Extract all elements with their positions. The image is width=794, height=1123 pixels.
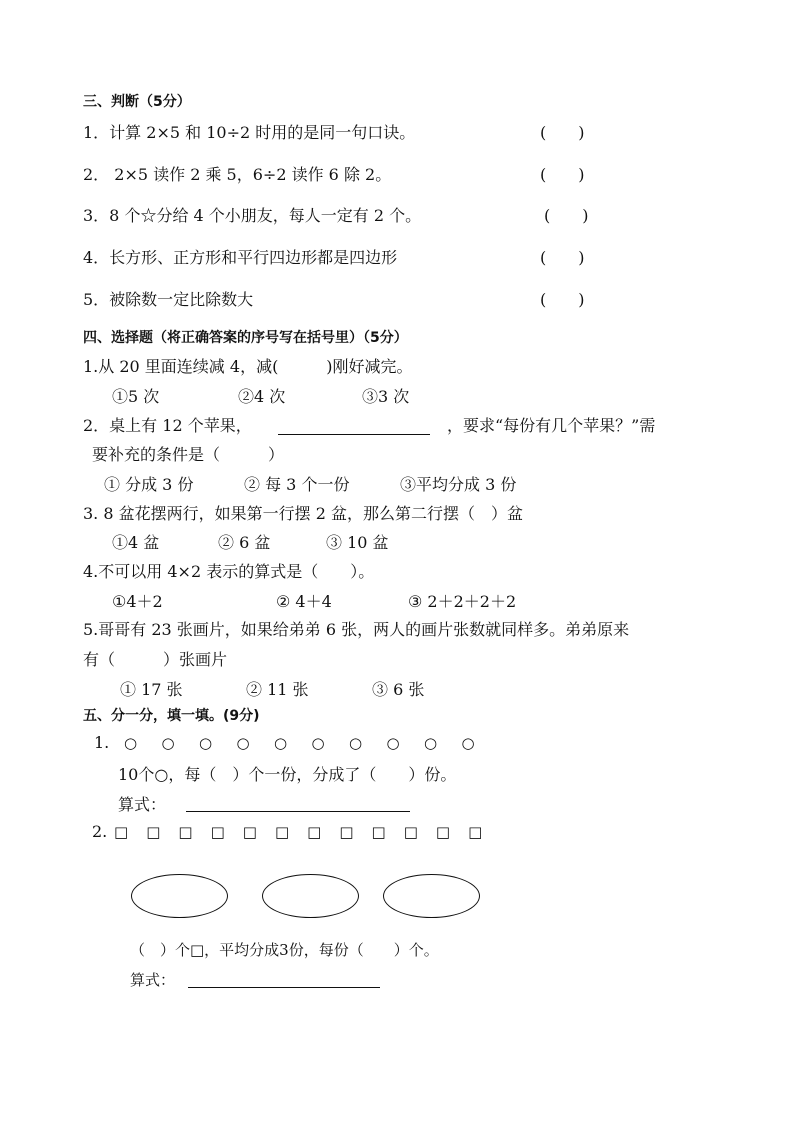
- choice-q1-option-1[interactable]: ①5 次: [112, 387, 160, 406]
- judge-answer-5[interactable]: ( ): [540, 290, 585, 309]
- choice-q5-option-2[interactable]: ② 11 张: [246, 680, 309, 699]
- square-shape: □: [114, 823, 129, 841]
- choice-q3: 3. 8 盆花摆两行，如果第一行摆 2 盆，那么第二行摆（ ）盆: [83, 504, 523, 523]
- fill-q2-number: 2.: [92, 822, 108, 841]
- choice-q2-options: [104, 475, 516, 495]
- judge-answer-4[interactable]: ( ): [540, 248, 585, 267]
- fill-q1-formula-blank[interactable]: [186, 811, 410, 812]
- circle-shape: ○: [161, 734, 175, 752]
- judge-answer-3[interactable]: ( ): [544, 206, 589, 225]
- square-shape: □: [242, 823, 257, 841]
- group-oval-1[interactable]: [131, 874, 228, 918]
- circle-row: [124, 733, 499, 753]
- square-shape: □: [146, 823, 161, 841]
- choice-q5-line1: 5.哥哥有 23 张画片，如果给弟弟 6 张，两人的画片张数就同样多。弟弟原来: [83, 620, 630, 639]
- choice-q2-line2: 要补充的条件是（ ）: [92, 445, 285, 464]
- choice-q2-blank[interactable]: [278, 434, 430, 435]
- group-oval-2[interactable]: [262, 874, 359, 918]
- square-shape: □: [468, 823, 483, 841]
- circle-shape: ○: [424, 734, 438, 752]
- fill-q2-formula-label: 算式：: [130, 971, 176, 989]
- choice-q4-option-3[interactable]: ③ 2＋2＋2＋2: [408, 592, 517, 611]
- choice-q4: 4.不可以用 4×2 表示的算式是（ ）。: [83, 562, 375, 581]
- choice-q2-option-2[interactable]: ② 每 3 个一份: [244, 475, 350, 494]
- square-shape: □: [371, 823, 386, 841]
- fill-q1-number: 1.: [94, 733, 110, 752]
- section-4-title: 四、选择题（将正确答案的序号写在括号里）（5分）: [83, 330, 408, 346]
- circle-shape: ○: [386, 734, 400, 752]
- fill-q2-text: （ ）个□，平均分成3份，每份（ ）个。: [130, 941, 439, 959]
- judge-answer-2[interactable]: ( ): [540, 165, 585, 184]
- choice-q5-option-3[interactable]: ③ 6 张: [372, 680, 425, 699]
- judge-item-1: 1．计算 2×5 和 10÷2 时用的是同一句口诀。: [83, 123, 416, 142]
- square-shape: □: [339, 823, 354, 841]
- square-row: [114, 822, 500, 842]
- fill-q1-formula-label: 算式：: [118, 795, 167, 814]
- circle-shape: ○: [461, 734, 475, 752]
- choice-q2-line1b: ，要求“每份有几个苹果？”需: [447, 416, 656, 435]
- judge-item-3: 3．8 个☆分给 4 个小朋友，每人一定有 2 个。: [83, 206, 422, 225]
- square-shape: □: [403, 823, 418, 841]
- square-shape: □: [178, 823, 193, 841]
- square-shape: □: [307, 823, 322, 841]
- fill-q2-formula-blank[interactable]: [188, 987, 380, 988]
- square-shape: □: [210, 823, 225, 841]
- choice-q5-option-1[interactable]: ① 17 张: [120, 680, 183, 699]
- judge-item-5: 5．被除数一定比除数大: [83, 290, 254, 309]
- section-3-title: 三、判断（5分）: [83, 94, 191, 110]
- section-5-title: 五、分一分，填一填。(9分): [83, 708, 260, 724]
- judge-item-2: 2． 2×5 读作 2 乘 5，6÷2 读作 6 除 2。: [83, 165, 392, 184]
- judge-answer-1[interactable]: ( ): [540, 123, 585, 142]
- choice-q3-options: [112, 533, 389, 553]
- choice-q2-option-3[interactable]: ③平均分成 3 份: [400, 475, 517, 494]
- choice-q5-line2: 有（ ）张画片: [83, 650, 228, 669]
- group-oval-3[interactable]: [383, 874, 480, 918]
- circle-shape: ○: [236, 734, 250, 752]
- circle-shape: ○: [349, 734, 363, 752]
- choice-q4-option-2[interactable]: ② 4＋4: [276, 592, 332, 611]
- choice-q1-option-2[interactable]: ②4 次: [238, 387, 286, 406]
- square-shape: □: [274, 823, 290, 841]
- choice-q3-option-3[interactable]: ③ 10 盆: [326, 533, 389, 552]
- fill-q1-text: 10个○，每（ ）个一份，分成了（ ）份。: [118, 765, 457, 784]
- choice-q1: 1.从 20 里面连续减 4，减( )刚好减完。: [83, 357, 413, 376]
- circle-shape: ○: [124, 734, 138, 752]
- circle-shape: ○: [311, 734, 325, 752]
- circle-shape: ○: [199, 734, 213, 752]
- choice-q1-options: [112, 387, 409, 407]
- choice-q1-option-3[interactable]: ③3 次: [362, 387, 410, 406]
- choice-q2-option-1[interactable]: ① 分成 3 份: [104, 475, 194, 494]
- judge-item-4: 4．长方形、正方形和平行四边形都是四边形: [83, 248, 398, 267]
- choice-q4-options: [112, 592, 516, 612]
- choice-q5-options: [120, 680, 424, 700]
- choice-q4-option-1[interactable]: ①4＋2: [112, 592, 163, 611]
- choice-q3-option-1[interactable]: ①4 盆: [112, 533, 160, 552]
- choice-q3-option-2[interactable]: ② 6 盆: [218, 533, 271, 552]
- choice-q2-line1a: 2．桌上有 12 个苹果，: [83, 416, 252, 435]
- square-shape: □: [435, 823, 451, 841]
- circle-shape: ○: [274, 734, 288, 752]
